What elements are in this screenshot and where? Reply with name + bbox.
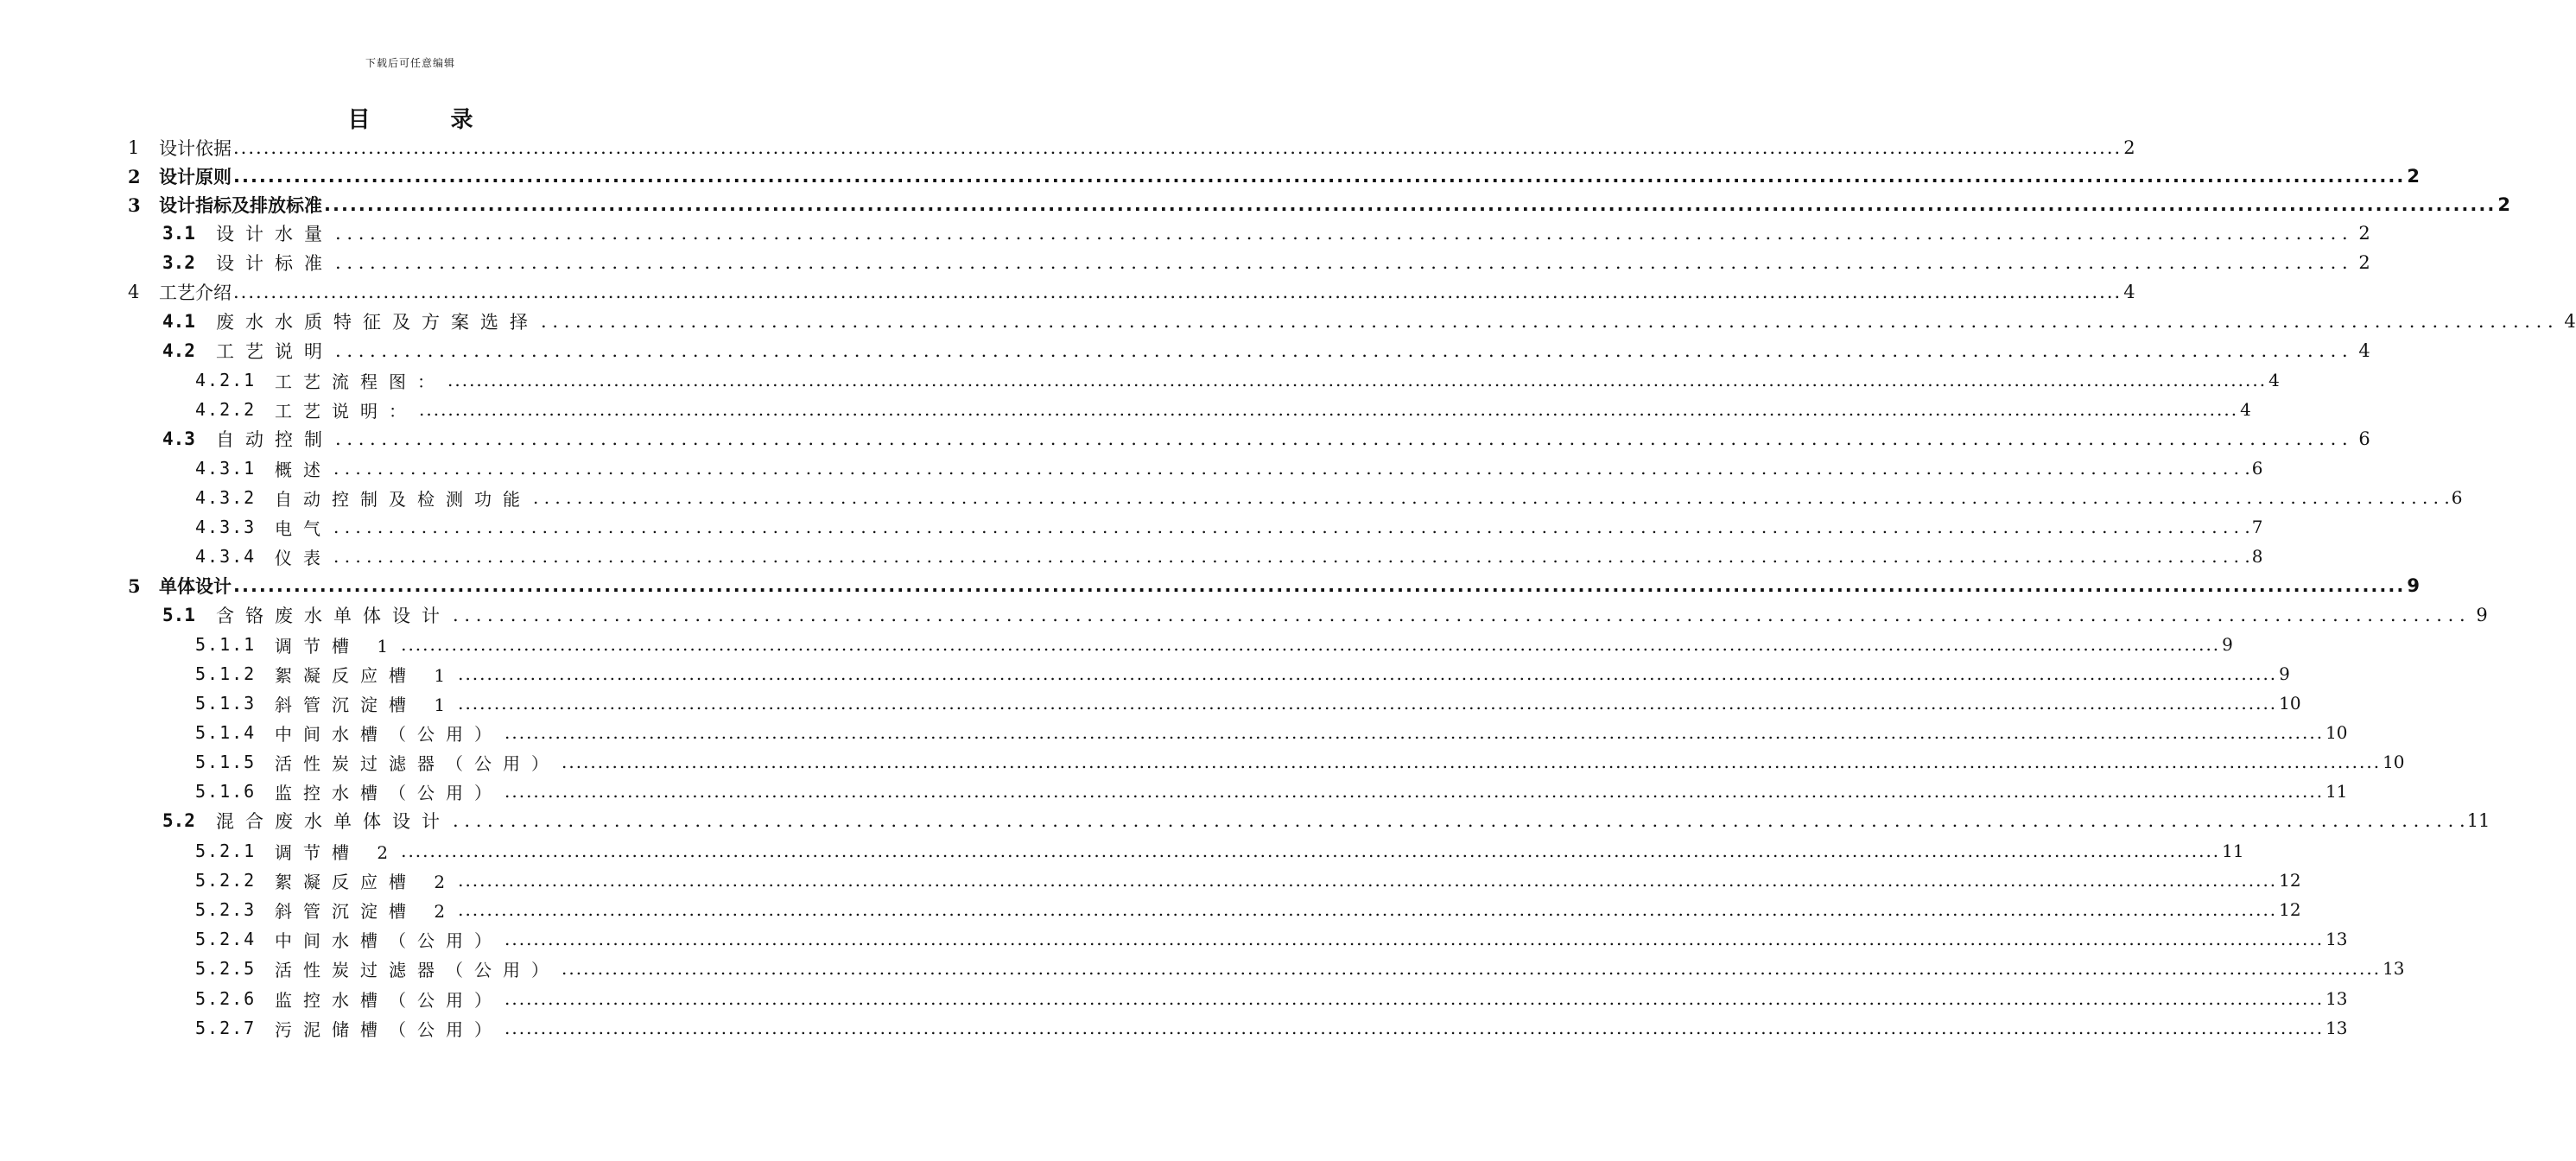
toc-entry-page: 11: [2466, 810, 2490, 831]
toc-entry-page: 11: [2222, 841, 2244, 861]
toc-leader-dots: [458, 663, 2277, 684]
toc-entry-title: 工艺说明：: [275, 400, 417, 422]
toc-entry-number: 3: [128, 194, 141, 216]
toc-entry-page: 4: [2358, 340, 2370, 361]
toc-entry-number: 5.2.7: [195, 1018, 257, 1038]
toc-entry-page: 13: [2382, 958, 2405, 979]
toc-entry-title: 监控水槽（公用）: [275, 782, 503, 803]
toc-entry-number: 4.3: [162, 428, 195, 449]
toc-entry-page: 2: [2123, 137, 2135, 158]
toc-entry-number: 4.3.4: [195, 546, 257, 567]
toc-entry-title: 监控水槽（公用）: [275, 989, 503, 1011]
toc-entry-5-2-3[interactable]: [195, 895, 2301, 924]
toc-entry-4-3-1[interactable]: [195, 454, 2263, 483]
toc-entry-number: 4.3.1: [195, 458, 257, 479]
toc-entry-page: 9: [2476, 605, 2488, 625]
toc-entry-number: 4.3.3: [195, 517, 257, 537]
toc-entry-5[interactable]: [128, 571, 2420, 600]
toc-entry-5-1[interactable]: [162, 600, 2488, 630]
toc-entry-number: 4.1: [162, 311, 195, 332]
toc-entry-5-2[interactable]: [162, 806, 2490, 835]
toc-entry-title: 调节槽 1: [275, 635, 400, 657]
toc-leader-dots: [453, 605, 2465, 625]
toc-leader-dots: [335, 428, 2348, 449]
toc-entry-page: 10: [2382, 752, 2405, 772]
toc-entry-number: 5.1.4: [195, 722, 257, 743]
toc-entry-title: 自动控制: [216, 429, 333, 450]
toc-entry-5-1-6[interactable]: [195, 777, 2348, 806]
toc-entry-page: 10: [2279, 693, 2301, 714]
toc-entry-page: 7: [2251, 517, 2263, 537]
toc-leader-dots: [335, 223, 2348, 244]
toc-entry-page: 2: [2358, 252, 2370, 273]
toc-leader-dots: [324, 194, 2496, 215]
toc-entry-page: 4: [2123, 282, 2135, 302]
toc-leader-dots: [401, 634, 2220, 655]
toc-entry-title: 仪表: [275, 547, 332, 568]
toc-entry-5-1-4[interactable]: [195, 718, 2348, 747]
toc-entry-page: 2: [2407, 166, 2420, 187]
toc-entry-title: 活性炭过滤器（公用）: [275, 752, 560, 774]
toc-entry-4-3-4[interactable]: [195, 542, 2263, 571]
toc-entry-title: 设计水量: [216, 224, 333, 244]
toc-entry-4-1[interactable]: [162, 307, 2576, 336]
toc-entry-4-3-2[interactable]: [195, 483, 2463, 512]
toc-entry-number: 5.1.2: [195, 663, 257, 684]
toc-entry-page: 2: [2497, 194, 2510, 215]
toc-entry-title: 中间水槽（公用）: [275, 929, 503, 951]
header-note: 下载后可任意编辑: [365, 57, 455, 69]
toc-leader-dots: [533, 487, 2450, 508]
toc-entry-title: 斜管沉淀槽 1: [275, 694, 457, 715]
toc-entry-title: 电气: [275, 517, 332, 539]
toc-entry-number: 5.1.3: [195, 693, 257, 714]
toc-leader-dots: [335, 252, 2348, 273]
toc-entry-5-2-5[interactable]: [195, 954, 2405, 983]
toc-entry-page: 9: [2222, 634, 2233, 655]
toc-entry-title: 工艺介绍: [159, 282, 232, 303]
toc-entry-4[interactable]: [128, 277, 2135, 307]
toc-entry-number: 5.1.6: [195, 781, 257, 802]
toc-leader-dots: [504, 722, 2324, 743]
toc-entry-number: 3.1: [162, 223, 195, 244]
toc-leader-dots: [458, 693, 2277, 714]
toc-entry-title: 絮凝反应槽 1: [275, 664, 457, 686]
toc-leader-dots: [419, 399, 2238, 420]
toc-entry-number: 2: [128, 165, 141, 187]
toc-entry-number: 3.2: [162, 252, 195, 273]
toc-entry-title: 污泥储槽（公用）: [275, 1018, 503, 1040]
toc-entry-title: 设计依据: [159, 138, 232, 159]
toc-entry-page: 13: [2325, 1018, 2348, 1038]
toc-entry-number: 5.2: [162, 810, 195, 831]
toc-leader-dots: [447, 370, 2267, 390]
toc-leader-dots: [458, 899, 2277, 920]
toc-entry-5-1-2[interactable]: [195, 659, 2290, 688]
toc-entry-page: 4: [2268, 370, 2280, 390]
toc-entry-title: 单体设计: [159, 576, 232, 597]
toc-entry-4-3[interactable]: [162, 424, 2370, 454]
toc-entry-number: 5.2.2: [195, 870, 257, 891]
toc-entry-page: 6: [2358, 428, 2370, 449]
toc-entry-page: 13: [2325, 988, 2348, 1009]
toc-leader-dots: [541, 311, 2554, 332]
toc-entry-title: 斜管沉淀槽 2: [275, 900, 457, 922]
toc-entry-page: 12: [2279, 870, 2301, 891]
toc-entry-1[interactable]: [128, 133, 2135, 162]
toc-leader-dots: [453, 810, 2465, 831]
toc-leader-dots: [333, 458, 2250, 479]
toc-entry-page: 4: [2564, 311, 2576, 332]
toc-entry-number: 5.1: [162, 605, 195, 625]
toc-entry-number: 1: [128, 137, 140, 158]
toc-entry-page: 4: [2240, 399, 2251, 420]
toc-leader-dots: [333, 517, 2250, 537]
toc-entry-5-1-5[interactable]: [195, 747, 2405, 777]
toc-entry-number: 5.1.1: [195, 634, 257, 655]
toc-entry-number: 4.2.1: [195, 370, 257, 390]
toc-entry-page: 13: [2325, 929, 2348, 949]
toc-leader-dots: [333, 546, 2250, 567]
toc-entry-page: 6: [2451, 487, 2463, 508]
toc-leader-dots: [233, 166, 2405, 187]
toc-entry-title: 废水水质特征及方案选择: [216, 312, 539, 333]
toc-leader-dots: [562, 958, 2381, 979]
toc-entry-page: 9: [2407, 575, 2420, 596]
toc-leader-dots: [401, 841, 2220, 861]
toc-entry-title: 概述: [275, 459, 332, 480]
toc-entry-title: 自动控制及检测功能: [275, 488, 531, 510]
toc-entry-4-3-3[interactable]: [195, 512, 2263, 542]
toc-entry-title: 设计指标及排放标准: [159, 195, 322, 216]
toc-entry-5-1-3[interactable]: [195, 688, 2301, 718]
toc-entry-page: 6: [2251, 458, 2263, 479]
toc-leader-dots: [233, 137, 2122, 158]
toc-entry-title: 设计标准: [216, 253, 333, 274]
toc-entry-5-2-4[interactable]: [195, 924, 2348, 954]
toc-entry-5-2-7[interactable]: [195, 1013, 2348, 1043]
toc-entry-number: 4.3.2: [195, 487, 257, 508]
toc-leader-dots: [562, 752, 2381, 772]
toc-entry-4-2-2[interactable]: [195, 395, 2251, 424]
toc-entry-page: 10: [2325, 722, 2348, 743]
toc-title: 目 录: [347, 107, 510, 133]
toc-entry-2[interactable]: [128, 162, 2420, 191]
toc-entry-page: 12: [2279, 899, 2301, 920]
toc-entry-4-2-1[interactable]: [195, 365, 2280, 395]
toc-entry-number: 4.2.2: [195, 399, 257, 420]
toc-entry-page: 9: [2279, 663, 2290, 684]
toc-entry-number: 5.1.5: [195, 752, 257, 772]
toc-entry-5-2-6[interactable]: [195, 984, 2348, 1013]
toc-entry-number: 5.2.3: [195, 899, 257, 920]
toc-entry-page: 11: [2325, 781, 2348, 802]
toc-entry-title: 设计原则: [159, 167, 232, 187]
toc-entry-title: 调节槽 2: [275, 841, 400, 863]
toc-leader-dots: [233, 282, 2122, 302]
toc-entry-5-1-1[interactable]: [195, 630, 2233, 659]
toc-entry-number: 4.2: [162, 340, 195, 361]
toc-leader-dots: [335, 340, 2348, 361]
toc-entry-number: 5.2.4: [195, 929, 257, 949]
toc-entry-title: 活性炭过滤器（公用）: [275, 959, 560, 980]
toc-entry-title: 工艺流程图：: [275, 371, 446, 392]
toc-leader-dots: [504, 1018, 2324, 1038]
toc-entry-title: 中间水槽（公用）: [275, 723, 503, 745]
toc-leader-dots: [233, 575, 2405, 596]
toc-entry-4-2[interactable]: [162, 336, 2370, 365]
toc-entry-5-2-2[interactable]: [195, 866, 2301, 895]
toc-entry-number: 4: [128, 282, 140, 302]
toc-entry-number: 5: [128, 574, 141, 597]
toc-entry-title: 工艺说明: [216, 341, 333, 362]
toc-entry-page: 2: [2358, 223, 2370, 244]
toc-entry-5-2-1[interactable]: [195, 836, 2244, 866]
toc-entry-number: 5.2.5: [195, 958, 257, 979]
toc-entry-3-1[interactable]: [162, 219, 2370, 248]
toc-entry-3-2[interactable]: [162, 248, 2370, 277]
toc-leader-dots: [504, 988, 2324, 1009]
toc-entry-3[interactable]: [128, 190, 2510, 219]
toc-entry-page: 8: [2251, 546, 2263, 567]
toc-entry-title: 混合废水单体设计: [216, 811, 451, 832]
toc-entry-title: 絮凝反应槽 2: [275, 871, 457, 892]
toc-leader-dots: [504, 929, 2324, 949]
toc-entry-title: 含铬废水单体设计: [216, 606, 451, 626]
toc-leader-dots: [504, 781, 2324, 802]
toc-leader-dots: [458, 870, 2277, 891]
toc-entry-number: 5.2.6: [195, 988, 257, 1009]
toc-entry-number: 5.2.1: [195, 841, 257, 861]
